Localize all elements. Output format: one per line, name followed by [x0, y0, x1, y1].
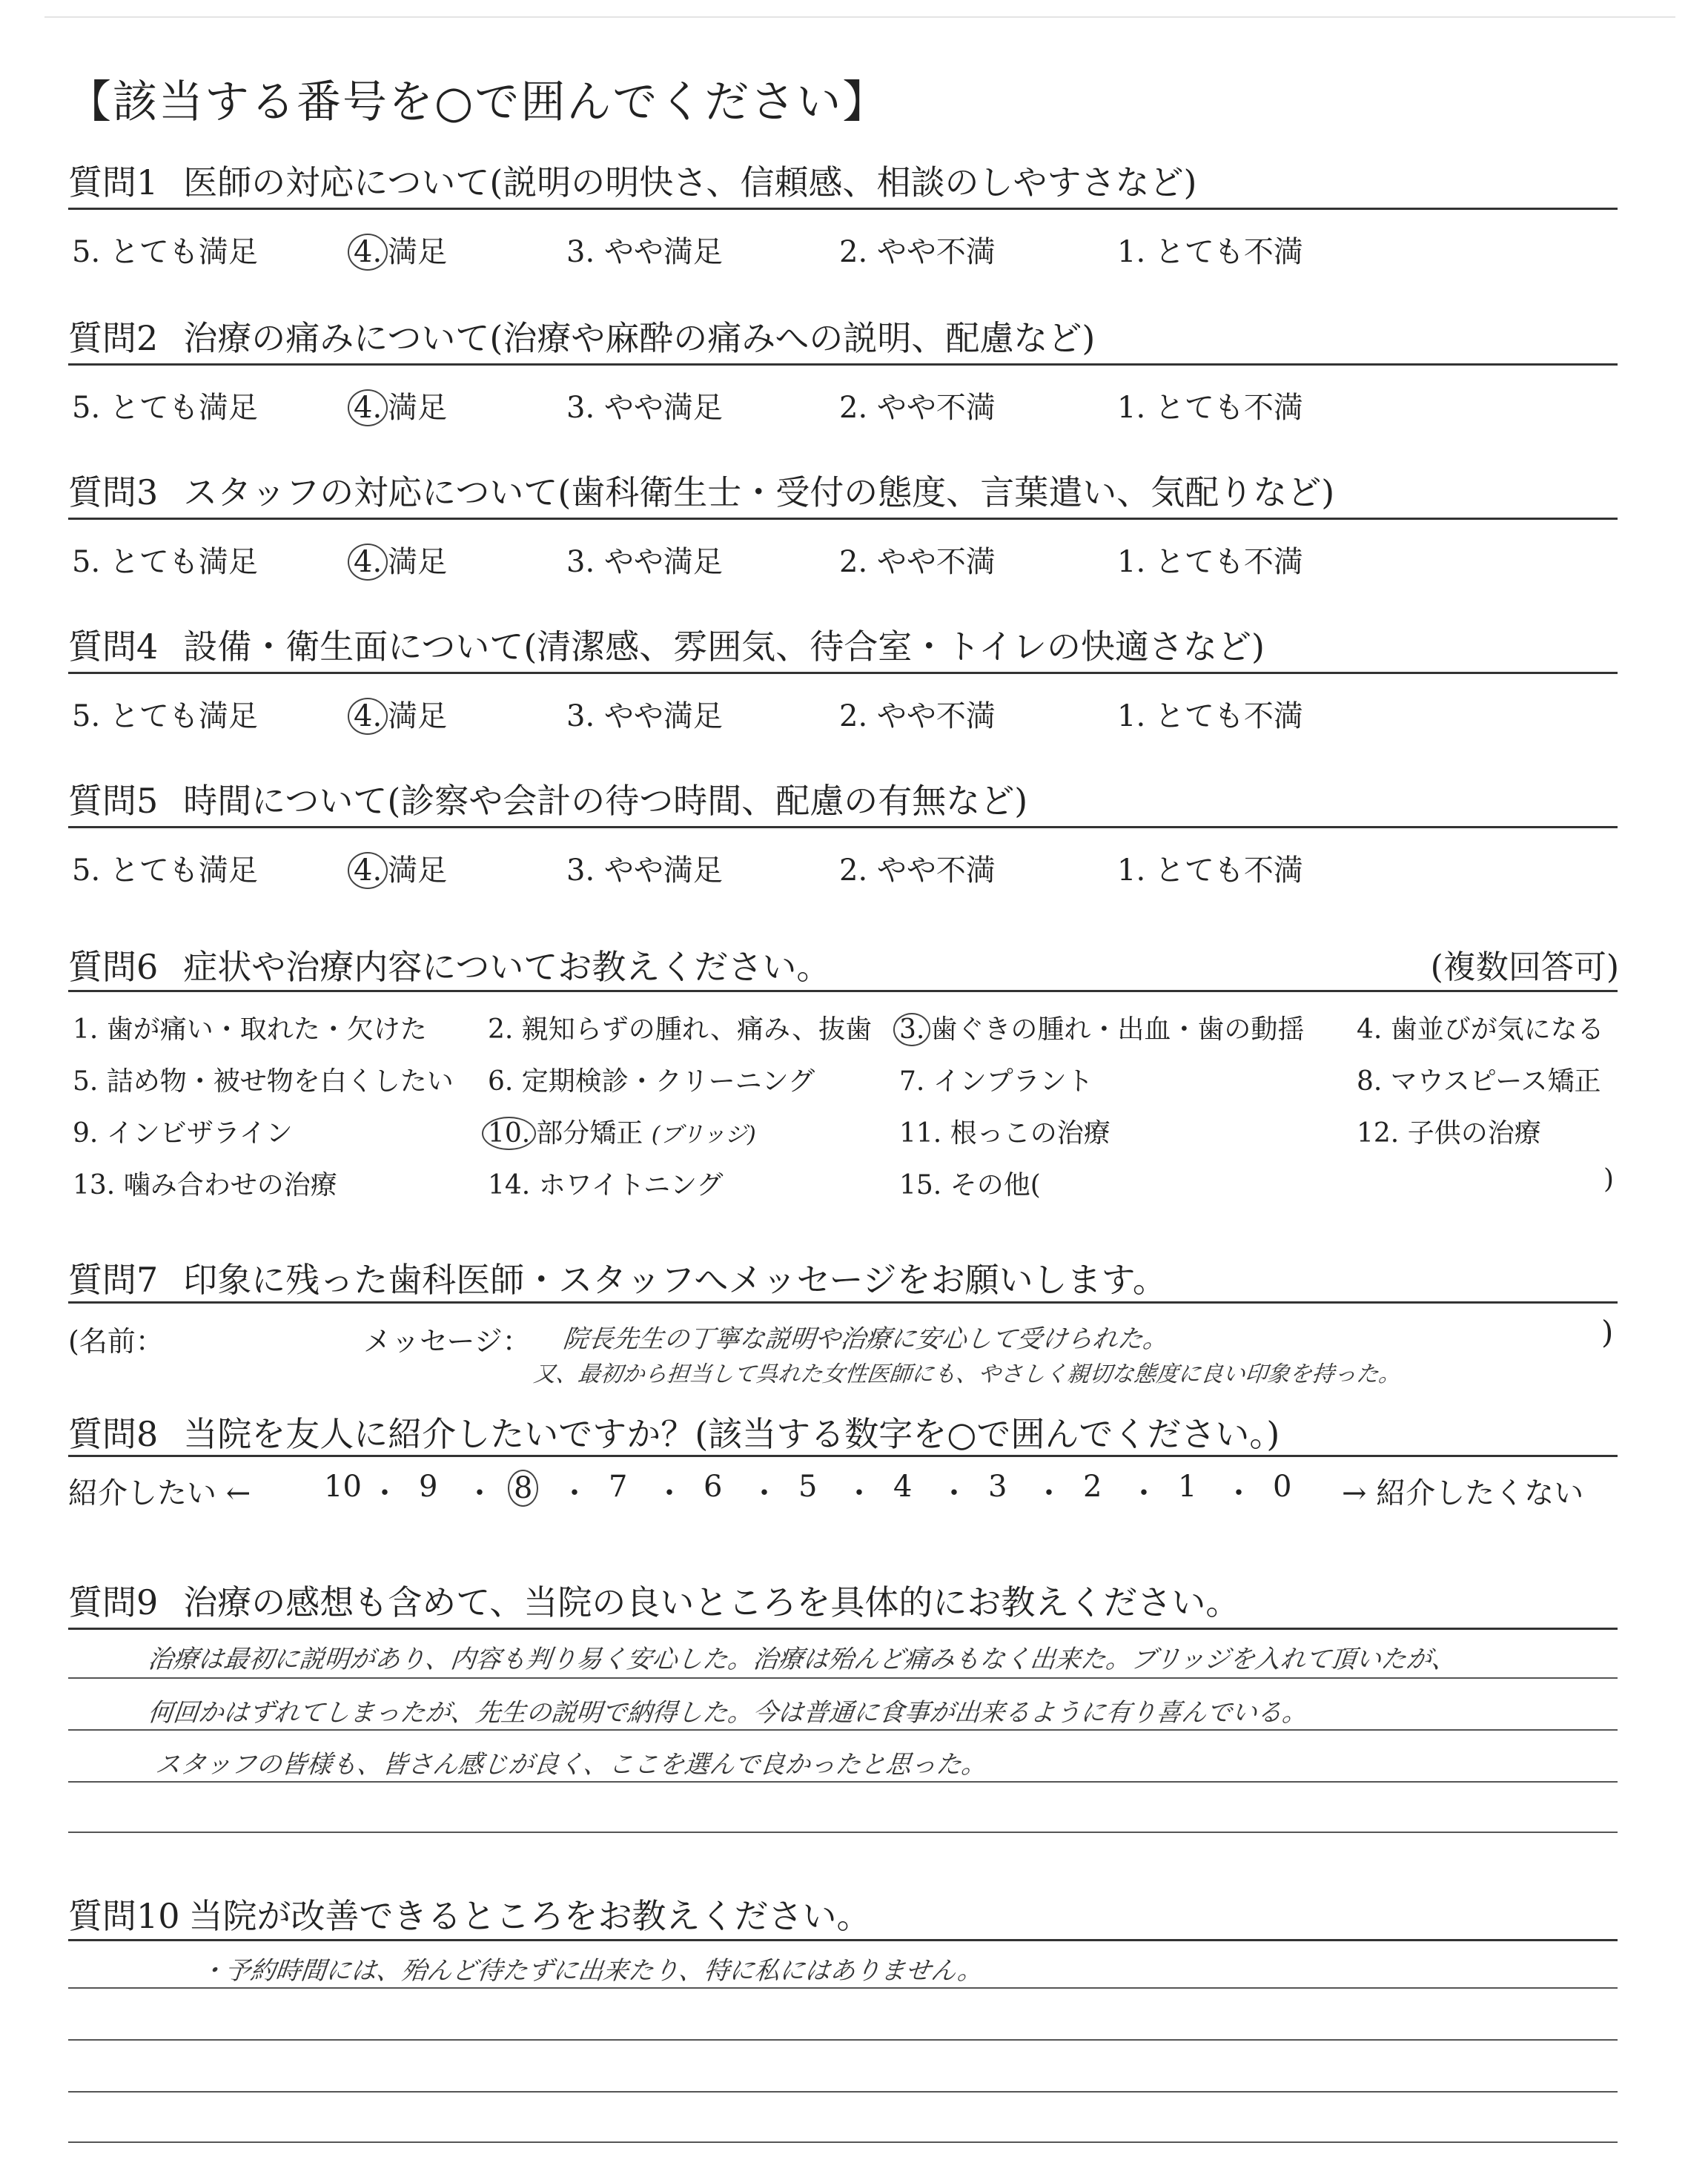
- q6-option-10-handwritten: (ブリッジ): [651, 1122, 756, 1148]
- rating-option-5[interactable]: 5. とても満足: [72, 699, 258, 733]
- q2-text: 治療の痛みについて(治療や麻酔の痛みへの説明、配慮など): [183, 318, 1096, 358]
- rating-option-5[interactable]: 5. とても満足: [72, 545, 258, 579]
- q7-message-line-1: 院長先生の丁寧な説明や治療に安心して受けられた。: [561, 1324, 1170, 1354]
- q6-rule: [68, 990, 1618, 992]
- q3-heading: [68, 466, 1334, 515]
- rating-option-3[interactable]: 3. やや満足: [566, 853, 723, 888]
- rating-option-4[interactable]: 4. 満足: [354, 384, 447, 426]
- q6-text: 症状や治療内容についてお教えください。: [183, 947, 831, 987]
- q4-text: 設備・衛生面について(清潔感、雰囲気、待合室・トイレの快適さなど): [183, 627, 1265, 667]
- q6-option-7[interactable]: 7. インプラント: [899, 1066, 1093, 1097]
- rating-option-1[interactable]: 1. とても不満: [1117, 235, 1303, 269]
- q7-name-label: (名前：: [68, 1325, 164, 1358]
- rating-option-2[interactable]: 2. やや不満: [839, 699, 996, 733]
- q8-rule: [68, 1455, 1618, 1457]
- q6-heading: [68, 940, 830, 989]
- q8-number: 質問8: [68, 1414, 159, 1454]
- scale-value-3[interactable]: [988, 1470, 1007, 1504]
- q10-writing-line: [68, 2039, 1618, 2041]
- q6-option-10[interactable]: 10. 部分矯正 (ブリッジ): [488, 1112, 756, 1150]
- q9-answer-line-1: 治療は最初に説明があり、内容も判り易く安心した。治療は殆んど痛みもなく出来た。ブリッジを入れて頂いたが、: [146, 1645, 1459, 1674]
- rating-option-4[interactable]: 4. 満足: [354, 847, 447, 889]
- q3-number: 質問3: [68, 472, 159, 512]
- q5-number: 質問5: [68, 781, 159, 821]
- q9-number: 質問9: [68, 1582, 159, 1622]
- rating-option-4[interactable]: 4. 満足: [354, 693, 447, 735]
- rating-option-5[interactable]: 5. とても満足: [72, 853, 258, 888]
- q2-number: 質問2: [68, 318, 159, 358]
- q9-heading: [68, 1576, 1239, 1625]
- scale-separator: ・: [844, 1476, 874, 1510]
- scale-number: 10: [324, 1470, 362, 1504]
- q1-number: 質問1: [68, 162, 159, 202]
- q9-answer-line-3: スタッフの皆様も、皆さん感じが良く、ここを選んで良かったと思った。: [153, 1750, 989, 1780]
- q6-option-5[interactable]: 5. 詰め物・被せ物を白くしたい: [73, 1066, 454, 1097]
- rating-option-1[interactable]: 1. とても不満: [1117, 853, 1303, 888]
- q4-rule: [68, 672, 1618, 674]
- q6-option-8[interactable]: 8. マウスピース矯正: [1357, 1066, 1601, 1097]
- q3-text: スタッフの対応について(歯科衛生士・受付の態度、言葉遣い、気配りなど): [183, 472, 1335, 512]
- q6-number: 質問6: [68, 947, 159, 987]
- scale-separator: ・: [465, 1476, 494, 1510]
- rating-option-5[interactable]: 5. とても満足: [72, 391, 258, 425]
- q2-heading: [68, 311, 1095, 360]
- q9-rule: [68, 1628, 1618, 1630]
- q9-text: 治療の感想も含めて、当院の良いところを具体的にお教えください。: [183, 1582, 1240, 1622]
- rating-option-2[interactable]: 2. やや不満: [839, 235, 996, 269]
- scale-number: 2: [1083, 1470, 1102, 1504]
- rating-option-3[interactable]: 3. やや満足: [566, 699, 723, 733]
- scale-separator: ・: [370, 1476, 400, 1510]
- q6-option-2[interactable]: 2. 親知らずの腫れ、痛み、抜歯: [488, 1014, 873, 1045]
- scale-separator: ・: [560, 1476, 589, 1510]
- q3-rule: [68, 518, 1618, 520]
- q7-heading: [68, 1253, 1167, 1302]
- q2-rule: [68, 363, 1618, 366]
- q6-multi-note: (複数回答可): [1430, 948, 1619, 986]
- rating-option-4[interactable]: 4. 満足: [354, 228, 447, 271]
- q10-writing-line: [68, 1987, 1618, 1989]
- q5-rule: [68, 826, 1618, 828]
- q10-writing-line: [68, 2091, 1618, 2093]
- selection-circle: 10.: [482, 1117, 536, 1150]
- rating-option-1[interactable]: 1. とても不満: [1117, 545, 1303, 579]
- scale-number: 3: [988, 1470, 1007, 1504]
- page-top-edge: [44, 16, 1675, 18]
- rating-option-2[interactable]: 2. やや不満: [839, 545, 996, 579]
- scale-value-9[interactable]: [419, 1470, 437, 1504]
- q10-heading: [68, 1889, 871, 1938]
- q6-option-12[interactable]: 12. 子供の治療: [1357, 1118, 1541, 1149]
- scale-value-2[interactable]: [1083, 1470, 1102, 1504]
- q1-heading: [68, 156, 1196, 205]
- q4-heading: [68, 620, 1265, 669]
- q8-text: 当院を友人に紹介したいですか？(該当する数字を○で囲んでください。): [183, 1414, 1280, 1454]
- q10-text: 当院が改善できるところをお教えください。: [188, 1896, 871, 1936]
- q6-option-15-close: ): [1603, 1164, 1615, 1195]
- q9-writing-line: [68, 1677, 1618, 1679]
- scale-value-8[interactable]: [514, 1470, 538, 1507]
- selection-circle: 8: [508, 1470, 538, 1507]
- scale-number: 6: [704, 1470, 723, 1504]
- q6-option-15[interactable]: 15. その他(: [899, 1170, 1041, 1200]
- selection-circle: 4.: [348, 389, 388, 426]
- form-title: 【該当する番号を○で囲んでください】: [67, 76, 889, 128]
- rating-option-5[interactable]: 5. とても満足: [72, 235, 258, 269]
- q10-number: 質問10: [68, 1896, 180, 1936]
- rating-option-1[interactable]: 1. とても不満: [1117, 699, 1303, 733]
- q10-writing-line: [68, 2141, 1618, 2143]
- selection-circle: 4.: [348, 544, 388, 581]
- scale-separator: ・: [1224, 1476, 1254, 1510]
- q6-option-1[interactable]: 1. 歯が痛い・取れた・欠けた: [73, 1014, 427, 1045]
- scale-value-0[interactable]: [1273, 1470, 1291, 1504]
- q9-answer-line-2: 何回かはずれてしまったが、先生の説明で納得した。今は普通に食事が出来るように有り喜んでいる。: [146, 1698, 1309, 1728]
- q6-option-13[interactable]: 13. 噛み合わせの治療: [73, 1170, 337, 1200]
- scale-value-5[interactable]: [798, 1470, 817, 1504]
- q6-option-14[interactable]: 14. ホワイトニング: [488, 1170, 724, 1200]
- scale-value-7[interactable]: [609, 1470, 627, 1504]
- scale-number: 7: [609, 1470, 628, 1504]
- q5-heading: [68, 774, 1027, 823]
- q6-option-9[interactable]: 9. インビザライン: [73, 1118, 293, 1149]
- scale-value-1[interactable]: [1178, 1470, 1196, 1504]
- rating-option-3[interactable]: 3. やや満足: [566, 391, 723, 425]
- q7-message-line-2: 又、最初から担当して呉れた女性医師にも、やさしく親切な態度に良い印象を持った。: [532, 1361, 1403, 1387]
- q7-rule: [68, 1301, 1618, 1304]
- rating-option-3[interactable]: 3. やや満足: [566, 545, 723, 579]
- scale-separator: ・: [749, 1476, 779, 1510]
- scale-number: 9: [419, 1470, 438, 1504]
- scale-value-4[interactable]: [893, 1470, 912, 1504]
- scale-separator: ・: [655, 1476, 684, 1510]
- q5-text: 時間について(診察や会計の待つ時間、配慮の有無など): [183, 781, 1028, 821]
- q8-heading: [68, 1407, 1280, 1456]
- scale-number: 0: [1273, 1470, 1292, 1504]
- q9-writing-line: [68, 1729, 1618, 1731]
- rating-option-2[interactable]: 2. やや不満: [839, 853, 996, 888]
- scale-number: 5: [798, 1470, 818, 1504]
- selection-circle: 3.: [893, 1013, 930, 1046]
- scale-value-6[interactable]: [704, 1470, 722, 1504]
- scale-value-10[interactable]: [324, 1470, 362, 1504]
- scale-separator: ・: [939, 1476, 969, 1510]
- q4-number: 質問4: [68, 627, 159, 667]
- q1-text: 医師の対応について(説明の明快さ、信頼感、相談のしやすさなど): [183, 162, 1197, 202]
- q1-rule: [68, 208, 1618, 210]
- q6-option-4[interactable]: 4. 歯並びが気になる: [1357, 1014, 1604, 1045]
- q6-option-3[interactable]: 3. 歯ぐきの腫れ・出血・歯の動揺: [899, 1008, 1304, 1046]
- rating-option-3[interactable]: 3. やや満足: [566, 235, 723, 269]
- q10-answer-line-1: ・予約時間には、殆んど待たずに出来たり、特に私にはありません。: [198, 1956, 984, 1986]
- q7-close-paren: ): [1601, 1314, 1614, 1350]
- q6-option-6[interactable]: 6. 定期検診・クリーニング: [488, 1066, 815, 1097]
- q7-message-label: メッセージ：: [363, 1325, 531, 1358]
- q6-option-11[interactable]: 11. 根っこの治療: [899, 1118, 1110, 1149]
- scale-number: 4: [893, 1470, 913, 1504]
- rating-option-4[interactable]: 4. 満足: [354, 538, 447, 581]
- q7-number: 質問7: [68, 1260, 159, 1300]
- q9-writing-line: [68, 1781, 1618, 1783]
- q7-text: 印象に残った歯科医師・スタッフへメッセージをお願いします。: [183, 1260, 1167, 1300]
- q10-rule: [68, 1939, 1618, 1941]
- q8-left-label: 紹介したい ←: [68, 1476, 251, 1510]
- scale-separator: ・: [1129, 1476, 1159, 1510]
- q8-right-label: → 紹介したくない: [1342, 1476, 1584, 1510]
- q9-writing-line: [68, 1832, 1618, 1833]
- scale-separator: ・: [1034, 1476, 1064, 1510]
- selection-circle: 4.: [348, 852, 388, 889]
- selection-circle: 4.: [348, 698, 388, 735]
- scale-number: 1: [1178, 1470, 1197, 1504]
- selection-circle: 4.: [348, 234, 388, 271]
- rating-option-2[interactable]: 2. やや不満: [839, 391, 996, 425]
- rating-option-1[interactable]: 1. とても不満: [1117, 391, 1303, 425]
